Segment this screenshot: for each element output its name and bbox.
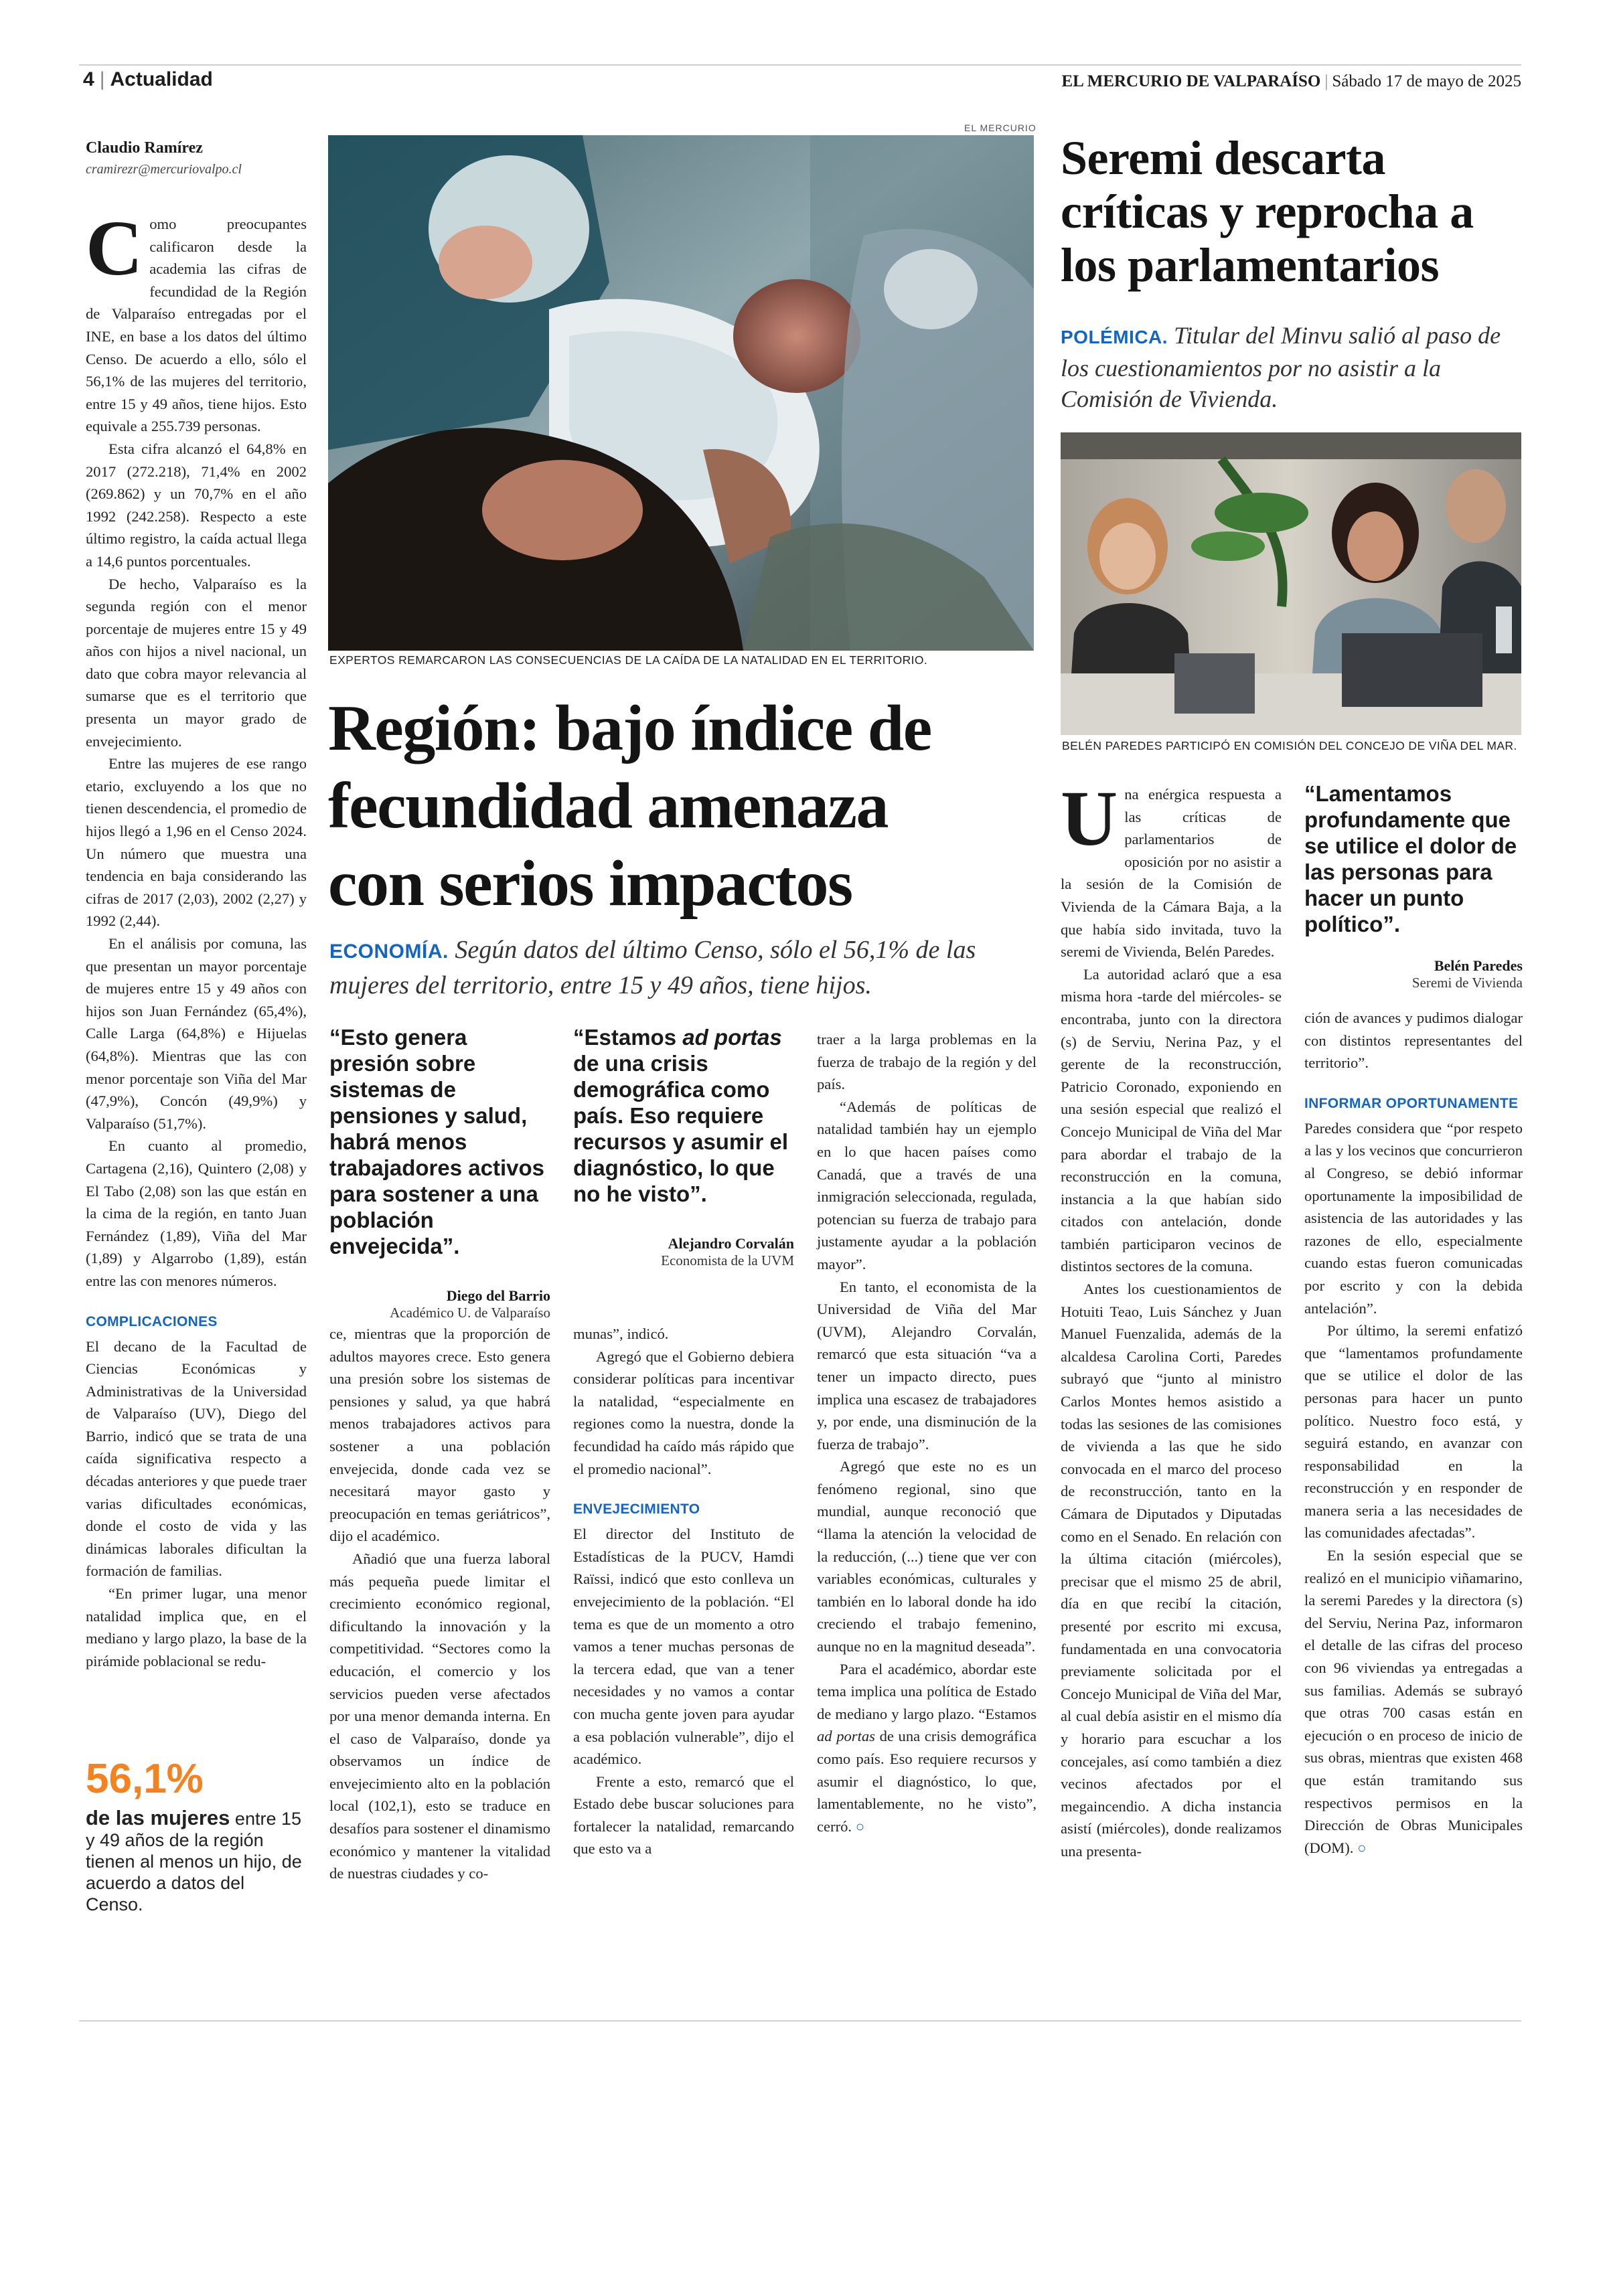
lead-kicker: POLÉMICA.	[1061, 327, 1168, 347]
paragraph: munas”, indicó.	[573, 1325, 669, 1342]
stat-highlight-number: 56,1%	[86, 1756, 204, 1802]
end-of-article-icon: ○	[855, 1817, 865, 1835]
quote-credit	[329, 1287, 550, 1321]
author-email: cramirezr@mercuriovalpo.cl	[86, 162, 242, 177]
main-article-column-4	[817, 1028, 1037, 1837]
headline-line: fecundidad amenaza	[328, 770, 889, 842]
headline-line: los parlamentarios	[1061, 238, 1439, 292]
pull-quote-2	[573, 1024, 794, 1269]
paragraph: Agregó que el Gobierno debiera considerar políticas para incentivar la natalidad, “especialmente en regiones como la nuestra, donde la fecundidad ha caído más rápido que el promedio nacional”.	[573, 1347, 794, 1477]
pull-quote-1	[329, 1024, 550, 1321]
paragraph: “Además de políticas de natalidad también hay un ejemplo en lo que hacen países como Canadá, que a través de una inmigración seleccionada, regulada, potencian su fuerza de trabajo para justamente ayudar a la población mayor”.	[817, 1098, 1037, 1273]
paragraph: Antes los cuestionamientos de Hotuiti Teao, Luis Sánchez y Juan Manuel Fuenzalida, además de la alcaldesa Carolina Corti, Paredes subrayó que “junto al ministro Carlos Montes hemos asistido a todas las sesiones de las comisiones de vivienda a las que he sido convocada en el marco del proceso de reconstrucción, tanto en la Cámara de Diputados y Diputadas como en el Senado. En relación con la última citación (miércoles), precisar que el mismo 25 de abril, día en que recibí la citación, presenté por escrito mi excusa, fundamentada en una convocatoria previamente solicitada por el Concejo Municipal de Viña del Mar, al cual debía asistir en el mismo día y horario para escuchar a los concejales, así como también a diez vecinos afectados por el megaincendio. A dicha instancia asistí (miércoles), donde realizamos una presenta-	[1061, 1281, 1282, 1860]
quote-author-role: Seremi de Vivienda	[1411, 975, 1523, 991]
paragraph: Paredes considera que “por respeto a las y los vecinos que concurrieron al Congreso, se debió informar oportunamente la imposibilidad de asistencia de las autoridades y las razones de ello, especialmente cuando estas fueron comunicadas por escrito y con la debida antelación”.	[1304, 1119, 1523, 1317]
paragraph: “En primer lugar, una menor natalidad implica que, en el mediano y largo plazo, la base de la pirámide poblacional se redu-	[86, 1585, 307, 1669]
paragraph: En tanto, el economista de la Universidad de Viña del Mar (UVM), Alejandro Corvalán, remarcó que esta situación “va a tener un impacto directo, pues implica una escasez de trabajadores y, por ende, una disminución de la fuerza de trabajo”.	[817, 1278, 1037, 1453]
stat-description: entre 15 y 49 años de la región tienen al menos un hijo, de acuerdo a datos del Censo.	[86, 1809, 302, 1914]
paragraph: En cuanto al promedio, Cartagena (2,16), Quintero (2,08) y El Tabo (2,08) son las que están en la cima de la región, en tanto Juan Fernández (1,89), Viña del Mar (1,89) y Algarrobo (1,89), están entre las con menores números.	[86, 1137, 307, 1289]
section-name: Actualidad	[110, 68, 213, 90]
header-top-rule	[79, 64, 1521, 66]
subheading: COMPLICACIONES	[86, 1313, 218, 1329]
side-headline	[1061, 131, 1529, 292]
paragraph: Entre las mujeres de ese rango etario, excluyendo a los que no tienen descendencia, el promedio de hijos llegó a 1,96 en el Censo 2024. Un número que muestra una tendencia en baja considerando las cifras de 2017 (2,03), 2002 (2,27) y 1992 (2,44).	[86, 755, 307, 930]
pull-quote-text: “Estamos ad portas de una crisis demográfica como país. Eso requiere recursos y asumir el diagnóstico, lo que no he visto”.	[573, 1025, 789, 1206]
headline-line: Región: bajo índice de	[328, 692, 931, 764]
side-photo-caption: BELÉN PAREDES PARTICIPÓ EN COMISIÓN DEL CONCEJO DE VIÑA DEL MAR.	[1062, 739, 1517, 752]
headline-line: Seremi descarta	[1061, 131, 1386, 185]
paragraph: Para el académico, abordar este tema implica una política de Estado de mediano y largo plazo. “Estamos ad portas de una crisis demográfica como país. Eso requiere recursos y asumir el diagnóstico, lo que, lamentablemente, no he visto”, cerró. ○	[817, 1660, 1037, 1835]
paragraph: La autoridad aclaró que a esa misma hora -tarde del miércoles- se encontraba, junto con la directora (s) de Serviu, Nerina Paz, y el gerente de la reconstrucción, Patricio Coronado, exponiendo en una sesión especial que realizó el Concejo Municipal de Viña del Mar para abordar el trabajo de la reconstrucción en la comuna, instancia a la que habían sido citados con antelación, donde también participaron vecinos de distintos sectores de la comuna.	[1061, 965, 1282, 1275]
lead-text: Titular del Minvu salió al paso de los cuestionamientos por no asistir a la Comisión de Vivienda.	[1061, 322, 1501, 412]
quote-credit	[1304, 957, 1523, 991]
subheading: ENVEJECIMIENTO	[573, 1501, 700, 1518]
photo-credit: EL MERCURIO	[964, 122, 1037, 133]
paragraph: El director del Instituto de Estadísticas de la PUCV, Hamdi Raïssi, indicó que esto conlleva un envejecimiento de la población. “El tema es que de un momento a otro vamos a tener muchas personas de la tercera edad, que van a tener necesidades y no vamos a contar con mucha gente joven para ayudar a esa población vulnerable”, dijo el académico.	[573, 1526, 794, 1768]
paragraph: Esta cifra alcanzó el 64,8% en 2017 (272.218), 71,4% en 2002 (269.862) y un 70,7% en el año 1992 (242.258). Respecto a este último registro, la caída actual llega a 14,6 puntos porcentuales.	[86, 440, 307, 570]
paragraph: Como preocupantes calificaron desde la academia las cifras de fecundidad de la Región de Valparaíso entregadas por el INE, en base a los datos del último Censo. De acuerdo a ello, sólo el 56,1% de las mujeres del territorio, entre 15 y 49 años, tiene hijos. Esto equivale a 255.739 personas.	[86, 204, 307, 435]
side-pull-quote	[1304, 781, 1523, 991]
lead-text: Según datos del último Censo, sólo el 56,1% de las mujeres del territorio, entre 15 y 49 años, tiene hijos.	[329, 936, 976, 999]
main-lead	[329, 933, 1039, 1002]
paragraph: ción de avances y pudimos dialogar con distintos representantes del territorio”.	[1304, 1009, 1523, 1072]
main-article-photo	[328, 135, 1034, 651]
pull-quote-text: “Esto genera presión sobre sistemas de pensiones y salud, habrá menos trabajadores activos para sostener a una población envejecida”.	[329, 1025, 544, 1258]
main-headline	[328, 689, 1051, 922]
paragraph: Frente a esto, remarcó que el Estado debe buscar soluciones para fortalecer la natalidad, remarcando que esto va a	[573, 1773, 794, 1858]
bottom-rule	[79, 2020, 1521, 2022]
main-photo-caption: EXPERTOS REMARCARON LAS CONSECUENCIAS DE LA CAÍDA DE LA NATALIDAD EN EL TERRITORIO.	[329, 653, 928, 667]
quote-credit	[573, 1235, 794, 1269]
council-meeting-photo	[1061, 432, 1521, 735]
paragraph: traer a la larga problemas en la fuerza de trabajo de la región y del país.	[817, 1031, 1037, 1093]
main-article-column-1	[86, 204, 307, 1672]
drop-cap: U	[1061, 774, 1118, 862]
author-name: Claudio Ramírez	[86, 139, 203, 157]
side-article-column-1	[1061, 774, 1282, 1863]
publication-dateline	[1062, 72, 1522, 91]
page-section-label	[83, 68, 213, 91]
header-separator: |	[99, 68, 105, 90]
subheading: INFORMAR OPORTUNAMENTE	[1304, 1095, 1519, 1111]
hospital-birth-photo	[328, 135, 1034, 651]
paragraph: El decano de la Facultad de Ciencias Económicas y Administrativas de la Universidad de Valparaíso (UV), Diego del Barrio, indicó que se trata de una caída significativa respecto a décadas anteriores y que puede traer varias dificultades económicas, donde el costo de vida y las dinámicas laborales dificultan la formación de familias.	[86, 1337, 307, 1580]
headline-line: críticas y reprocha a	[1061, 185, 1474, 238]
drop-cap: C	[86, 204, 143, 292]
stat-bold-text: de las mujeres	[86, 1806, 230, 1829]
header-separator: |	[1324, 72, 1328, 90]
side-lead	[1061, 320, 1523, 414]
quote-author-name: Alejandro Corvalán	[668, 1235, 794, 1252]
end-of-article-icon: ○	[1357, 1839, 1367, 1856]
paragraph: En el análisis por comuna, las que presentan un mayor porcentaje de mujeres entre 15 y 49 años con hijos son Juan Fernández (65,4%), Calle Larga (64,8%) e Hijuelas (64,8%). Mientras que las con menor porcentaje son Viña del Mar (47,9%), Concón (49,9%) y Valparaíso (51,7%).	[86, 935, 307, 1132]
pull-quote-text: “Lamentamos profundamente que se utilice el dolor de las personas para hacer un punto político”.	[1304, 781, 1517, 936]
paragraph: De hecho, Valparaíso es la segunda región con el menor porcentaje de mujeres entre 15 y 49 años con hijos a nivel nacional, un dato que cobra mayor relevancia al sumarse que es el territorio que presenta un mayor grado de envejecimiento.	[86, 575, 307, 750]
headline-line: con serios impactos	[328, 847, 852, 920]
main-article-column-2	[329, 1323, 550, 1885]
page-number: 4	[83, 68, 94, 90]
side-article-photo	[1061, 432, 1521, 735]
stat-highlight-text	[86, 1807, 307, 1915]
paragraph: Agregó que este no es un fenómeno regional, sino que mundial, aunque reconoció que “llama la atención la velocidad de la reducción, (...) tiene que ver con variables económicas, culturales y también en lo laboral donde ha ido creciendo el trabajo femenino, aunque no en la magnitud deseada”.	[817, 1458, 1037, 1655]
publication-date: Sábado 17 de mayo de 2025	[1332, 72, 1521, 90]
paragraph: En la sesión especial que se realizó en el municipio viñamarino, la seremi Paredes y la directora (s) del Serviu, Nerina Paz, informaron el detalle de las cifras del proceso con 96 viviendas ya entregadas a sus familias. Además se subrayó que otras 700 casas están en ejecución o en proceso de inicio de sus obras, mientras que existen 468 que están tramitando sus respectivos permisos en la Dirección de Obras Municipales (DOM). ○	[1304, 1547, 1523, 1856]
quote-author-role: Economista de la UVM	[661, 1252, 794, 1268]
quote-author-name: Belén Paredes	[1434, 957, 1523, 974]
quote-author-role: Académico U. de Valparaíso	[390, 1305, 550, 1321]
side-article-column-2	[1304, 1007, 1523, 1859]
paragraph: Una enérgica respuesta a las críticas de parlamentarios de oposición por no asistir a la sesión de la Comisión de Vivienda de la Cámara Baja, a la que había sido invitada, tuvo la seremi de Vivienda, Belén Paredes.	[1061, 774, 1282, 961]
paragraph: Añadió que una fuerza laboral más pequeña puede limitar el crecimiento económico regional, dificultando la innovación y la competitividad. “Sectores como la educación, el comercio y los servicios pueden verse afectados por una menor demanda interna. En el caso de Valparaíso, donde ya observamos un índice de envejecimiento alto en la población local (102,1), esto se traduce en desafíos para sostener el dinamismo económico y mantener la vitalidad de nuestras ciudades y co-	[329, 1550, 550, 1882]
publication-name: EL MERCURIO DE VALPARAÍSO	[1061, 72, 1321, 90]
lead-kicker: ECONOMÍA.	[329, 940, 449, 963]
main-article-column-3	[573, 1323, 794, 1860]
paragraph: Por último, la seremi enfatizó que “lamentamos profundamente que se utilice el dolor de las personas para hacer un punto político. Nuestro foco está, y seguirá estando, en avanzar con responsabilidad en la reconstrucción y en responder de manera seria a las necesidades de las comunidades afectadas”.	[1304, 1322, 1523, 1542]
paragraph: ce, mientras que la proporción de adultos mayores crece. Esto genera una presión sobre los sistemas de pensiones y salud, ya que habrá menos trabajadores activos para sostener a una población envejecida, donde cada vez se necesitará mayor gasto y preocupación en temas geriátricos”, dijo el académico.	[329, 1325, 550, 1545]
quote-author-name: Diego del Barrio	[446, 1287, 550, 1304]
